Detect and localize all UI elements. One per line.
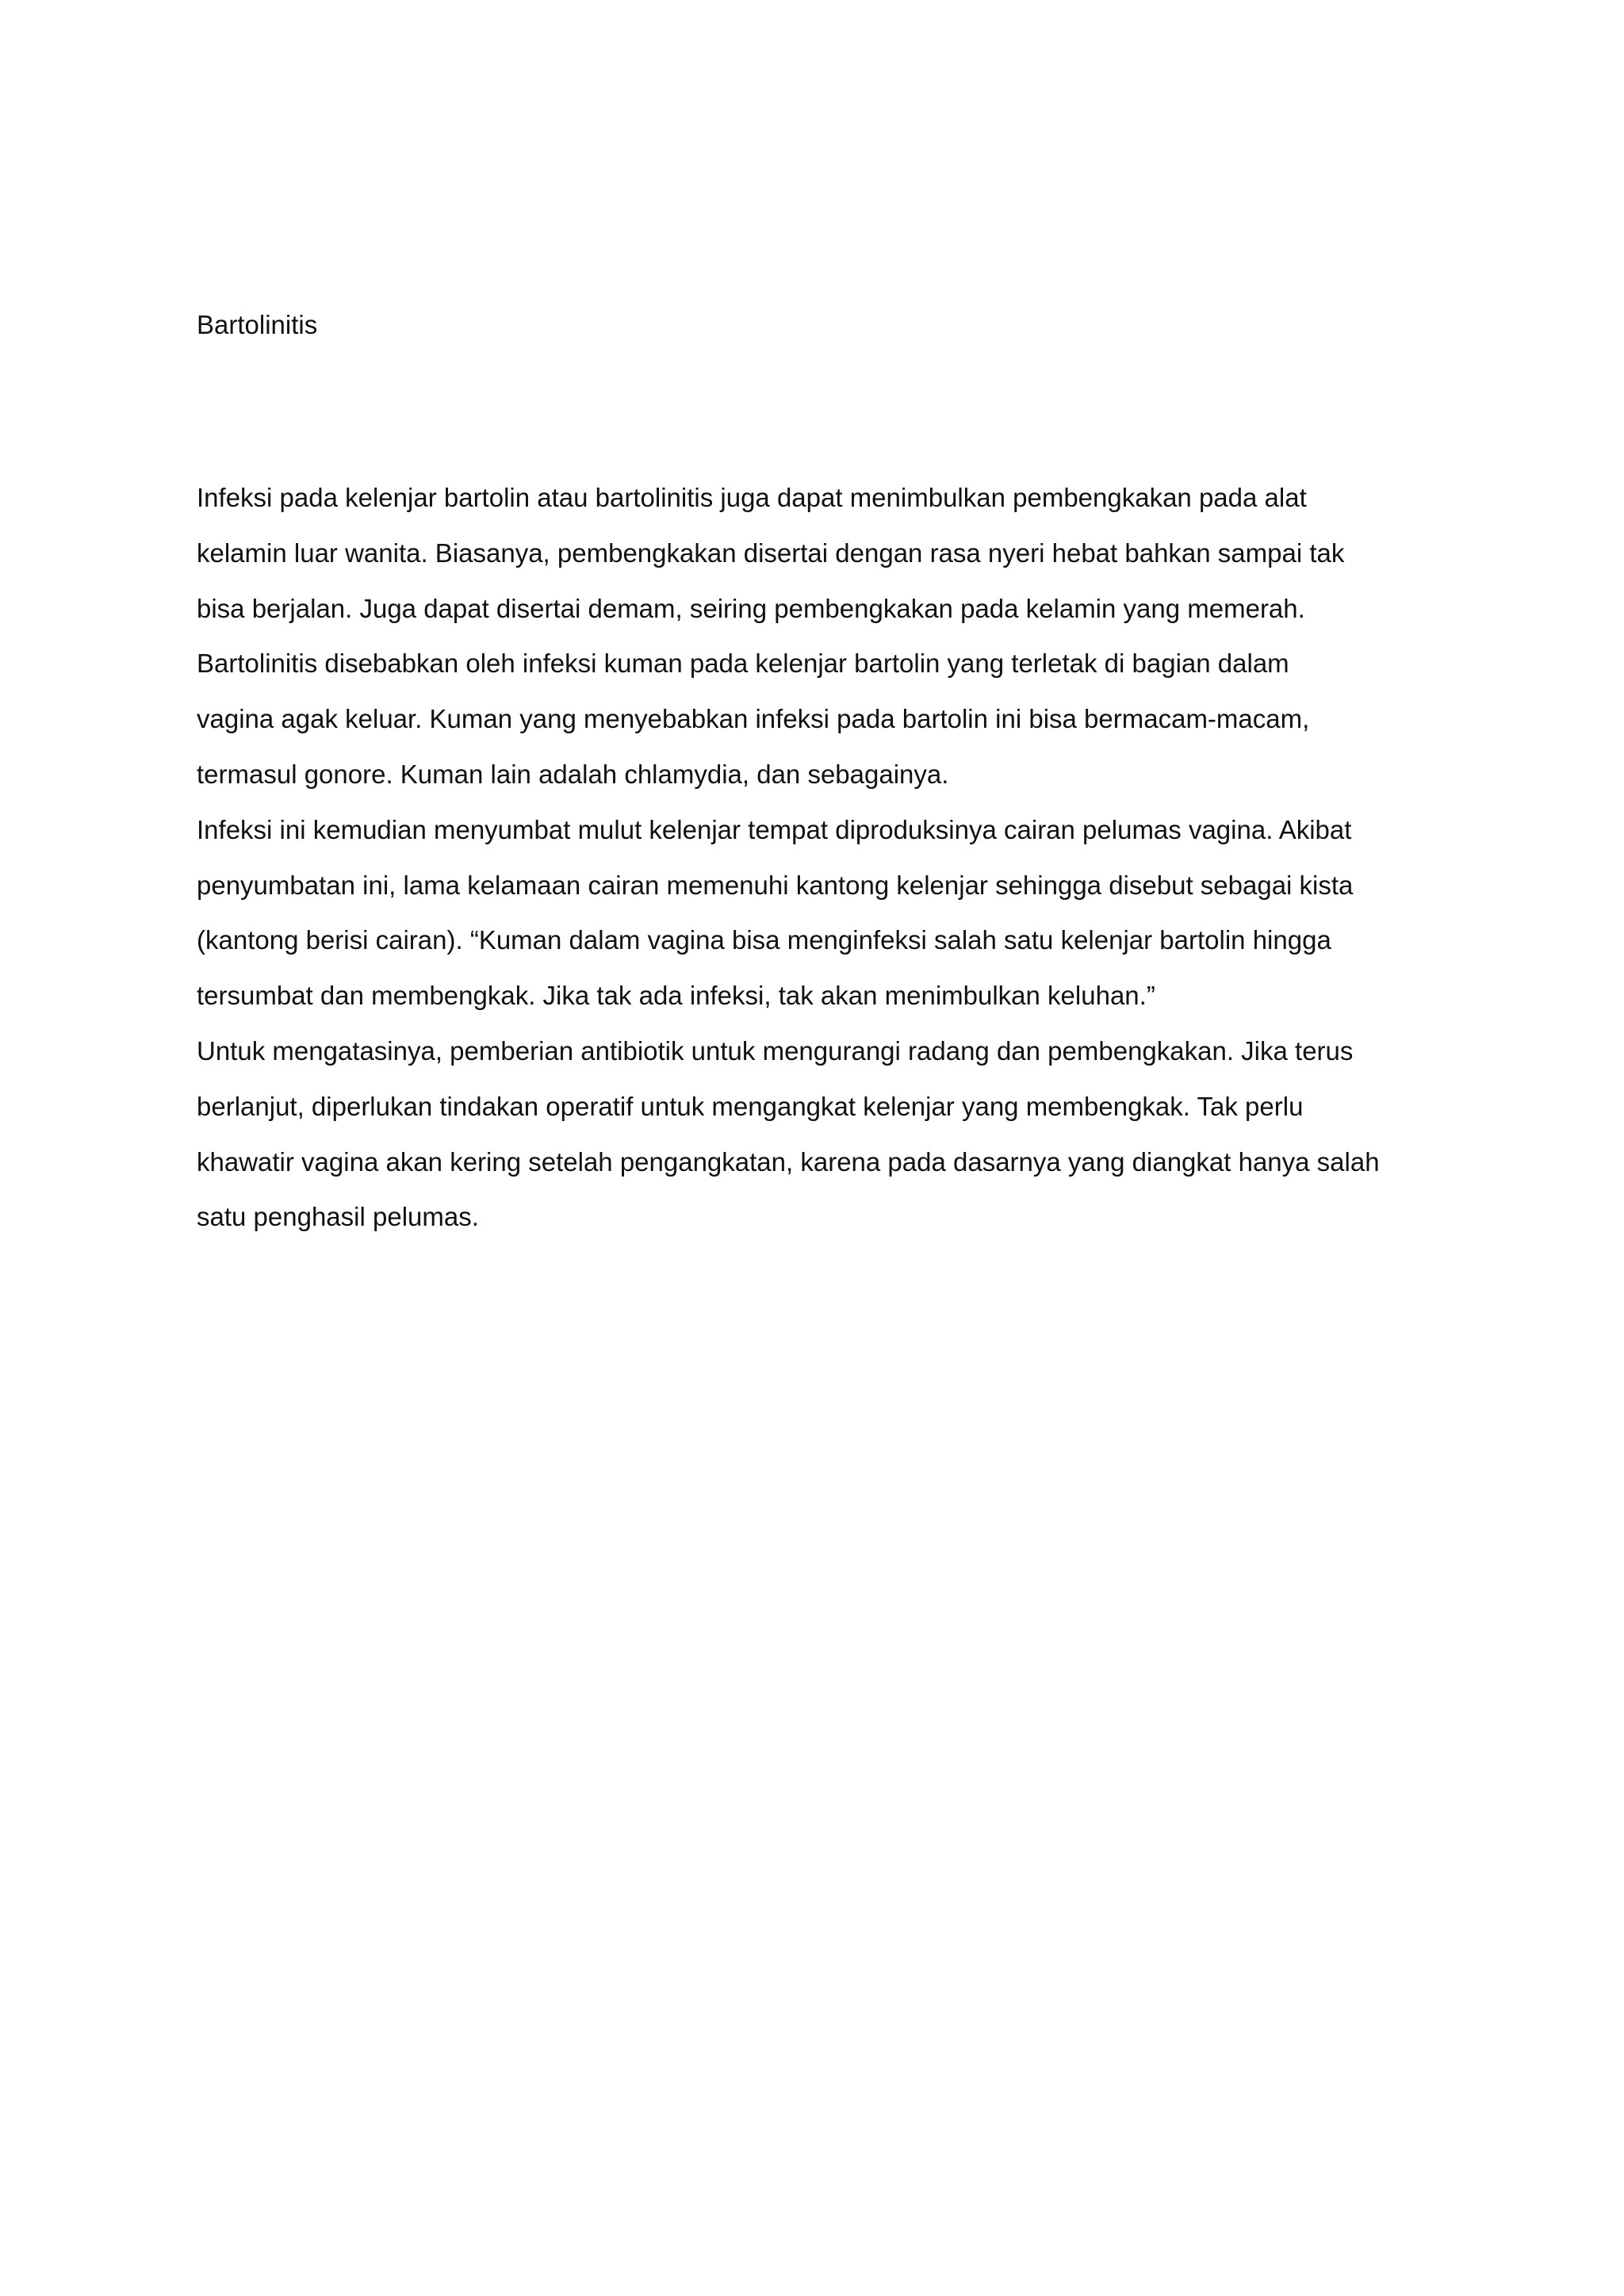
body-line: termasul gonore. Kuman lain adalah chlamydia, dan sebagainya. bbox=[197, 759, 949, 789]
body-line: Untuk mengatasinya, pemberian antibiotik untuk mengurangi radang dan pembengkakan. Jika terus bbox=[197, 1035, 1354, 1066]
body-line: (kantong berisi cairan). “Kuman dalam vagina bisa menginfeksi salah satu kelenjar bartolin hingga bbox=[197, 925, 1331, 955]
body-line: khawatir vagina akan kering setelah pengangkatan, karena pada dasarnya yang diangkat hanya salah bbox=[197, 1146, 1380, 1177]
document-title: Bartolinitis bbox=[197, 310, 318, 339]
body-line: berlanjut, diperlukan tindakan operatif untuk mengangkat kelenjar yang membengkak. Tak perlu bbox=[197, 1091, 1304, 1121]
body-line: Bartolinitis disebabkan oleh infeksi kuman pada kelenjar bartolin yang terletak di bagian dalam bbox=[197, 649, 1289, 679]
body-line: penyumbatan ini, lama kelamaan cairan memenuhi kantong kelenjar sehingga disebut sebagai kista bbox=[197, 870, 1354, 900]
body-line: Infeksi pada kelenjar bartolin atau bartolinitis juga dapat menimbulkan pembengkakan pada alat bbox=[197, 483, 1307, 512]
body-line: kelamin luar wanita. Biasanya, pembengkakan disertai dengan rasa nyeri hebat bahkan sampai tak bbox=[197, 538, 1345, 568]
body-line: satu penghasil pelumas. bbox=[197, 1202, 479, 1232]
body-line: bisa berjalan. Juga dapat disertai demam, seiring pembengkakan pada kelamin yang memerah. bbox=[197, 593, 1305, 623]
body-line: vagina agak keluar. Kuman yang menyebabkan infeksi pada bartolin ini bisa bermacam-macam, bbox=[197, 704, 1310, 734]
document-body bbox=[197, 470, 1450, 1245]
body-line: tersumbat dan membengkak. Jika tak ada infeksi, tak akan menimbulkan keluhan.” bbox=[197, 981, 1155, 1011]
body-line: Infeksi ini kemudian menyumbat mulut kelenjar tempat diproduksinya cairan pelumas vagina. Akibat bbox=[197, 814, 1352, 844]
document-content bbox=[197, 305, 1450, 1245]
